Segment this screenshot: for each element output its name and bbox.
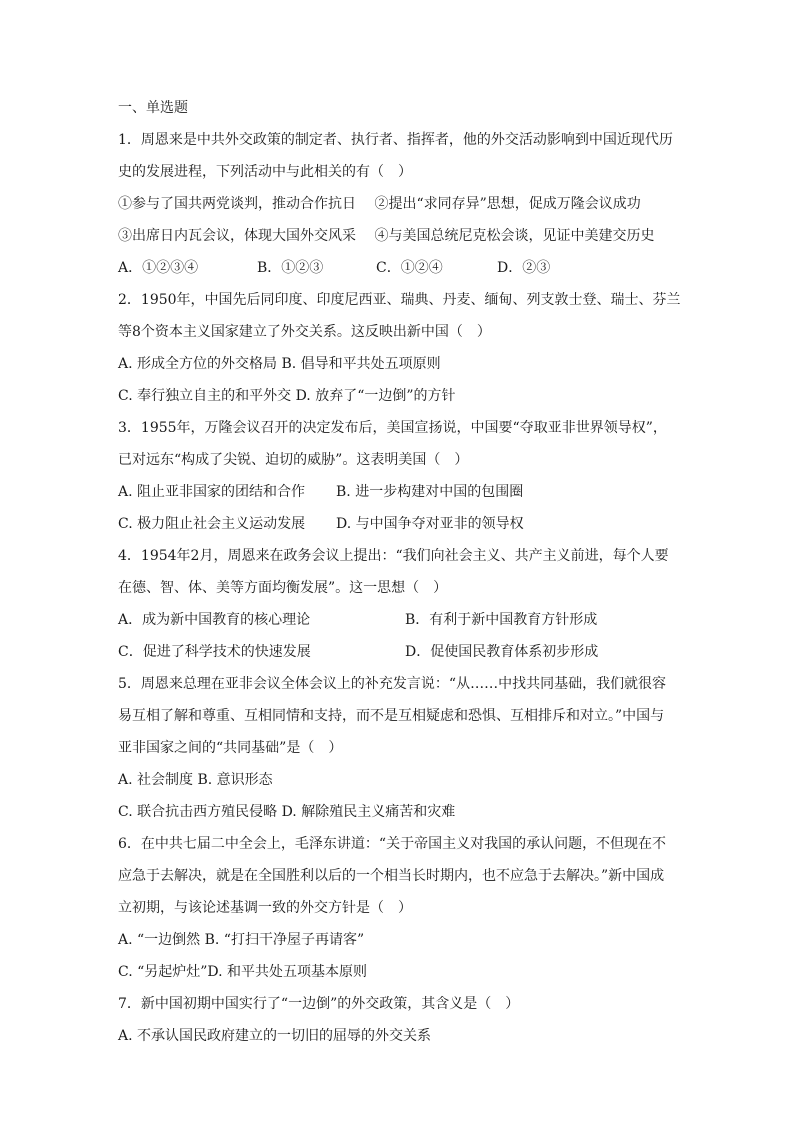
option-c[interactable]: C．①②④ [376, 260, 443, 276]
option-c[interactable]: C．促进了科学技术的快速发展 [118, 644, 311, 660]
question-text-line: 5．周恩来总理在亚非会议全体会议上的补充发言说：“从……中找共同基础，我们就很容 [118, 676, 667, 692]
exam-page [118, 100, 681, 1060]
question-7 [118, 996, 678, 1044]
option-b[interactable]: B．①②③ [257, 260, 324, 276]
question-1 [118, 132, 678, 276]
option-line[interactable]: A. 社会制度 B. 意识形态 [118, 772, 273, 788]
option-line[interactable]: C. 联合抗击西方殖民侵略 D. 解除殖民主义痛苦和灾难 [118, 804, 456, 820]
section-title: 一、单选题 [118, 100, 188, 116]
options-row [118, 516, 678, 532]
question-text-line: 亚非国家之间的“共同基础”是（ ） [118, 740, 343, 756]
question-text-line: 4．1954年2月，周恩来在政务会议上提出：“我们向社会主义、共产主义前进，每个人要 [118, 548, 669, 564]
option-c[interactable]: C. 极力阻止社会主义运动发展 [118, 516, 306, 532]
question-text-line: 应急于去解决，就是在全国胜利以后的一个相当长时期内，也不应急于去解决。”新中国成 [118, 868, 665, 884]
option-a[interactable]: A．成为新中国教育的核心理论 [118, 612, 311, 628]
option-b[interactable]: B．有利于新中国教育方针形成 [405, 612, 598, 628]
option-line[interactable]: C. 奉行独立自主的和平外交 D. 放弃了“一边倒”的方针 [118, 388, 456, 404]
options-row [118, 644, 678, 660]
question-4 [118, 548, 678, 660]
question-text-line: 立初期，与该论述基调一致的外交方针是（ ） [118, 900, 412, 916]
option-d[interactable]: D．促使国民教育体系初步形成 [405, 644, 599, 660]
statement-line: ①参与了国共两党谈判，推动合作抗日 ②提出“求同存异”思想，促成万隆会议成功 [118, 196, 641, 212]
option-line[interactable]: A. 不承认国民政府建立的一切旧的屈辱的外交关系 [118, 1028, 432, 1044]
question-3 [118, 420, 678, 532]
question-text-line: 在德、智、体、美等方面均衡发展”。这一思想（ ） [118, 580, 448, 596]
option-a[interactable]: A. 阻止亚非国家的团结和合作 [118, 484, 306, 500]
option-line[interactable]: C. “另起炉灶”D. 和平共处五项基本原则 [118, 964, 368, 980]
option-b[interactable]: B. 进一步构建对中国的包围圈 [336, 484, 524, 500]
question-text-line: 7．新中国初期中国实行了“一边倒”的外交政策，其含义是（ ） [118, 996, 520, 1012]
option-line[interactable]: A. “一边倒然 B. “打扫干净屋子再请客” [118, 932, 365, 948]
options-row [118, 484, 678, 500]
question-text-line: 3．1955年，万隆会议召开的决定发布后，美国宣扬说，中国要“夺取亚非世界领导权”， [118, 420, 667, 436]
question-text-line: 6．在中共七届二中全会上，毛泽东讲道：“关于帝国主义对我国的承认问题，不但现在不 [118, 836, 667, 852]
question-text-line: 已对远东“构成了尖锐、迫切的威胁”。这表明美国（ ） [118, 452, 469, 468]
option-line[interactable]: A. 形成全方位的外交格局 B. 倡导和平共处五项原则 [118, 356, 441, 372]
option-a[interactable]: A．①②③④ [118, 260, 199, 276]
question-text-line: 易互相了解和尊重、互相同情和支持，而不是互相疑虑和恐惧、互相排斥和对立。”中国与 [118, 708, 665, 724]
option-d[interactable]: D. 与中国争夺对亚非的领导权 [336, 516, 524, 532]
question-text-line: 1．周恩来是中共外交政策的制定者、执行者、指挥者，他的外交活动影响到中国近现代历 [118, 132, 673, 148]
question-text-line: 2．1950年，中国先后同印度、印度尼西亚、瑞典、丹麦、缅甸、列支敦士登、瑞士、芬兰 [118, 292, 681, 308]
options-row [118, 612, 678, 628]
question-text-line: 史的发展进程，下列活动中与此相关的有（ ） [118, 164, 412, 180]
question-2 [118, 292, 681, 404]
question-text-line: 等8个资本主义国家建立了外交关系。这反映出新中国（ ） [118, 324, 491, 340]
statement-line: ③出席日内瓦会议，体现大国外交风采 ④与美国总统尼克松会谈，见证中美建交历史 [118, 228, 655, 244]
question-6 [118, 836, 678, 980]
question-5 [118, 676, 678, 820]
options-row [118, 260, 678, 276]
option-d[interactable]: D．②③ [497, 260, 551, 276]
